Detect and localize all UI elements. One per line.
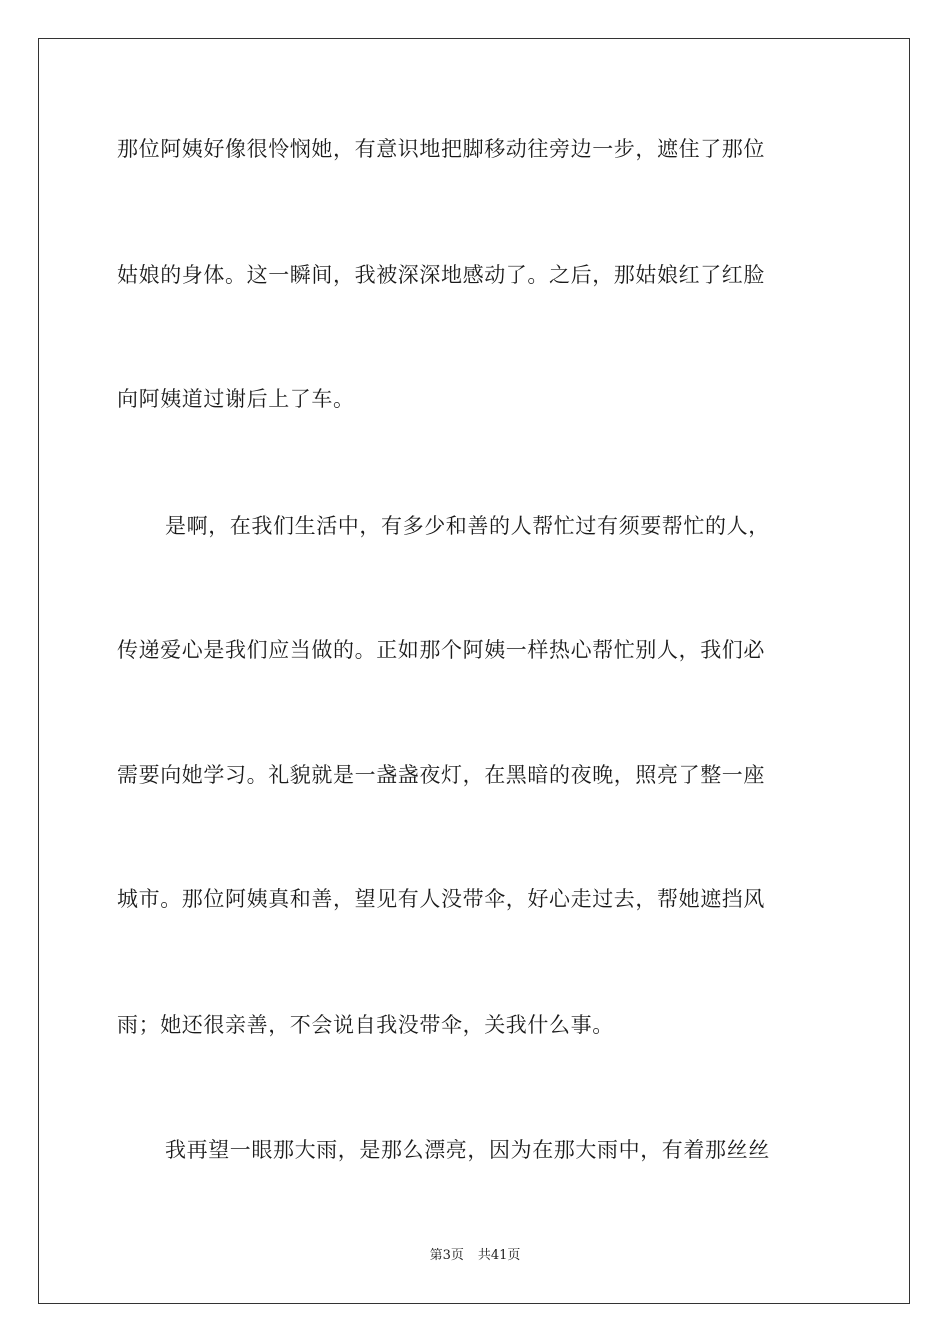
text-line: 是啊，在我们生活中，有多少和善的人帮忙过有须要帮忙的人， bbox=[165, 514, 770, 538]
text-line: 姑娘的身体。这一瞬间，我被深深地感动了。之后，那姑娘红了红脸 bbox=[117, 263, 765, 287]
text-line: 雨；她还很亲善，不会说自我没带伞，关我什么事。 bbox=[117, 1013, 614, 1037]
page-number: 第3页 bbox=[429, 1248, 464, 1263]
text-line: 城市。那位阿姨真和善，望见有人没带伞，好心走过去，帮她遮挡风 bbox=[117, 887, 765, 911]
text-line: 那位阿姨好像很怜悯她，有意识地把脚移动往旁边一步，遮住了那位 bbox=[117, 137, 765, 161]
text-line: 传递爱心是我们应当做的。正如那个阿姨一样热心帮忙别人，我们必 bbox=[117, 638, 765, 662]
text-line: 我再望一眼那大雨，是那么漂亮，因为在那大雨中，有着那丝丝 bbox=[165, 1138, 770, 1162]
text-line: 需要向她学习。礼貌就是一盏盏夜灯，在黑暗的夜晚，照亮了整一座 bbox=[117, 763, 765, 787]
page-frame bbox=[38, 38, 910, 1304]
text-line: 向阿姨道过谢后上了车。 bbox=[117, 387, 355, 411]
page-footer bbox=[0, 1247, 950, 1265]
page-total: 共41页 bbox=[477, 1248, 521, 1263]
